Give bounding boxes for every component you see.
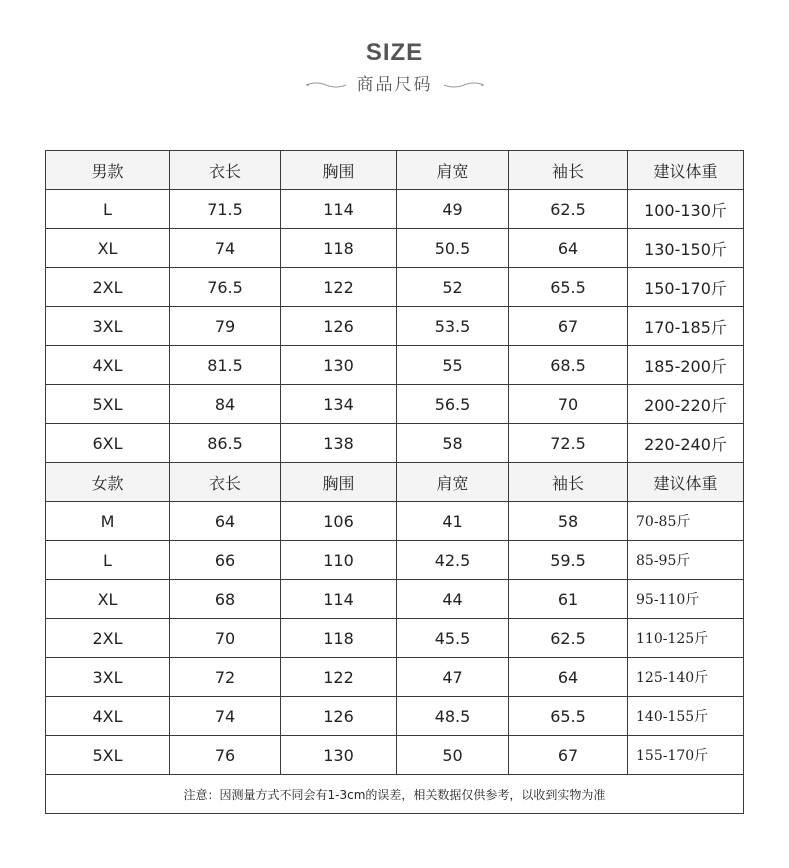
shoulder-cell: 42.5 bbox=[397, 541, 509, 580]
shoulder-cell: 50.5 bbox=[397, 229, 509, 268]
table-row bbox=[46, 190, 744, 229]
weight-cell: 70-85斤 bbox=[628, 502, 744, 541]
chest-cell: 122 bbox=[281, 268, 397, 307]
size-cell: L bbox=[46, 190, 170, 229]
size-cell: XL bbox=[46, 580, 170, 619]
column-header: 胸围 bbox=[281, 463, 397, 502]
sleeve-cell: 70 bbox=[509, 385, 628, 424]
chest-cell: 126 bbox=[281, 697, 397, 736]
length-cell: 68 bbox=[170, 580, 281, 619]
sleeve-cell: 61 bbox=[509, 580, 628, 619]
column-header: 建议体重 bbox=[628, 151, 744, 190]
size-cell: L bbox=[46, 541, 170, 580]
shoulder-cell: 49 bbox=[397, 190, 509, 229]
sleeve-cell: 64 bbox=[509, 229, 628, 268]
women-section-label: 女款 bbox=[46, 463, 170, 502]
length-cell: 76 bbox=[170, 736, 281, 775]
weight-cell: 110-125斤 bbox=[628, 619, 744, 658]
length-cell: 79 bbox=[170, 307, 281, 346]
size-cell: 3XL bbox=[46, 307, 170, 346]
size-cell: M bbox=[46, 502, 170, 541]
table-row bbox=[46, 736, 744, 775]
sleeve-cell: 65.5 bbox=[509, 697, 628, 736]
length-cell: 76.5 bbox=[170, 268, 281, 307]
chest-cell: 106 bbox=[281, 502, 397, 541]
table-row bbox=[46, 502, 744, 541]
right-ornament-icon bbox=[441, 79, 485, 91]
column-header: 衣长 bbox=[170, 151, 281, 190]
table-row bbox=[46, 541, 744, 580]
men-header-row bbox=[46, 151, 744, 190]
size-cell: 5XL bbox=[46, 736, 170, 775]
size-chart-body bbox=[46, 151, 744, 814]
table-row bbox=[46, 619, 744, 658]
chest-cell: 118 bbox=[281, 229, 397, 268]
shoulder-cell: 53.5 bbox=[397, 307, 509, 346]
shoulder-cell: 48.5 bbox=[397, 697, 509, 736]
weight-cell: 85-95斤 bbox=[628, 541, 744, 580]
column-header: 胸围 bbox=[281, 151, 397, 190]
size-cell: 4XL bbox=[46, 697, 170, 736]
sleeve-cell: 67 bbox=[509, 736, 628, 775]
length-cell: 72 bbox=[170, 658, 281, 697]
sleeve-cell: 59.5 bbox=[509, 541, 628, 580]
subtitle-row bbox=[0, 74, 789, 96]
weight-cell: 220-240斤 bbox=[628, 424, 744, 463]
chest-cell: 134 bbox=[281, 385, 397, 424]
column-header: 建议体重 bbox=[628, 463, 744, 502]
shoulder-cell: 55 bbox=[397, 346, 509, 385]
size-cell: 4XL bbox=[46, 346, 170, 385]
size-cell: XL bbox=[46, 229, 170, 268]
table-row bbox=[46, 307, 744, 346]
chest-cell: 110 bbox=[281, 541, 397, 580]
chest-cell: 118 bbox=[281, 619, 397, 658]
sleeve-cell: 62.5 bbox=[509, 190, 628, 229]
chest-cell: 138 bbox=[281, 424, 397, 463]
shoulder-cell: 41 bbox=[397, 502, 509, 541]
size-cell: 3XL bbox=[46, 658, 170, 697]
length-cell: 70 bbox=[170, 619, 281, 658]
weight-cell: 150-170斤 bbox=[628, 268, 744, 307]
page-subtitle: 商品尺码 bbox=[356, 75, 433, 95]
table-row bbox=[46, 346, 744, 385]
weight-cell: 140-155斤 bbox=[628, 697, 744, 736]
shoulder-cell: 58 bbox=[397, 424, 509, 463]
length-cell: 74 bbox=[170, 229, 281, 268]
sleeve-cell: 62.5 bbox=[509, 619, 628, 658]
left-ornament-icon bbox=[305, 79, 349, 91]
note-row bbox=[46, 775, 744, 814]
column-header: 肩宽 bbox=[397, 463, 509, 502]
size-header bbox=[0, 38, 789, 96]
table-row bbox=[46, 580, 744, 619]
weight-cell: 170-185斤 bbox=[628, 307, 744, 346]
length-cell: 71.5 bbox=[170, 190, 281, 229]
table-row bbox=[46, 229, 744, 268]
shoulder-cell: 52 bbox=[397, 268, 509, 307]
shoulder-cell: 47 bbox=[397, 658, 509, 697]
chest-cell: 126 bbox=[281, 307, 397, 346]
sleeve-cell: 72.5 bbox=[509, 424, 628, 463]
shoulder-cell: 45.5 bbox=[397, 619, 509, 658]
size-cell: 5XL bbox=[46, 385, 170, 424]
weight-cell: 155-170斤 bbox=[628, 736, 744, 775]
chest-cell: 130 bbox=[281, 346, 397, 385]
size-cell: 6XL bbox=[46, 424, 170, 463]
chest-cell: 114 bbox=[281, 190, 397, 229]
column-header: 袖长 bbox=[509, 463, 628, 502]
weight-cell: 100-130斤 bbox=[628, 190, 744, 229]
shoulder-cell: 44 bbox=[397, 580, 509, 619]
table-row bbox=[46, 268, 744, 307]
length-cell: 74 bbox=[170, 697, 281, 736]
shoulder-cell: 56.5 bbox=[397, 385, 509, 424]
column-header: 肩宽 bbox=[397, 151, 509, 190]
table-row bbox=[46, 385, 744, 424]
weight-cell: 185-200斤 bbox=[628, 346, 744, 385]
length-cell: 81.5 bbox=[170, 346, 281, 385]
length-cell: 86.5 bbox=[170, 424, 281, 463]
page-title: SIZE bbox=[365, 39, 424, 66]
chest-cell: 130 bbox=[281, 736, 397, 775]
shoulder-cell: 50 bbox=[397, 736, 509, 775]
column-header: 袖长 bbox=[509, 151, 628, 190]
disclaimer-note: 注意：因测量方式不同会有1-3cm的误差，相关数据仅供参考，以收到实物为准 bbox=[46, 775, 744, 814]
size-cell: 2XL bbox=[46, 268, 170, 307]
column-header: 衣长 bbox=[170, 463, 281, 502]
size-cell: 2XL bbox=[46, 619, 170, 658]
table-row bbox=[46, 658, 744, 697]
sleeve-cell: 58 bbox=[509, 502, 628, 541]
sleeve-cell: 68.5 bbox=[509, 346, 628, 385]
weight-cell: 125-140斤 bbox=[628, 658, 744, 697]
chest-cell: 122 bbox=[281, 658, 397, 697]
table-row bbox=[46, 424, 744, 463]
sleeve-cell: 67 bbox=[509, 307, 628, 346]
weight-cell: 95-110斤 bbox=[628, 580, 744, 619]
weight-cell: 130-150斤 bbox=[628, 229, 744, 268]
length-cell: 64 bbox=[170, 502, 281, 541]
sleeve-cell: 65.5 bbox=[509, 268, 628, 307]
length-cell: 66 bbox=[170, 541, 281, 580]
length-cell: 84 bbox=[170, 385, 281, 424]
size-chart-table bbox=[45, 150, 744, 814]
table-row bbox=[46, 697, 744, 736]
weight-cell: 200-220斤 bbox=[628, 385, 744, 424]
men-section-label: 男款 bbox=[46, 151, 170, 190]
sleeve-cell: 64 bbox=[509, 658, 628, 697]
chest-cell: 114 bbox=[281, 580, 397, 619]
women-header-row bbox=[46, 463, 744, 502]
